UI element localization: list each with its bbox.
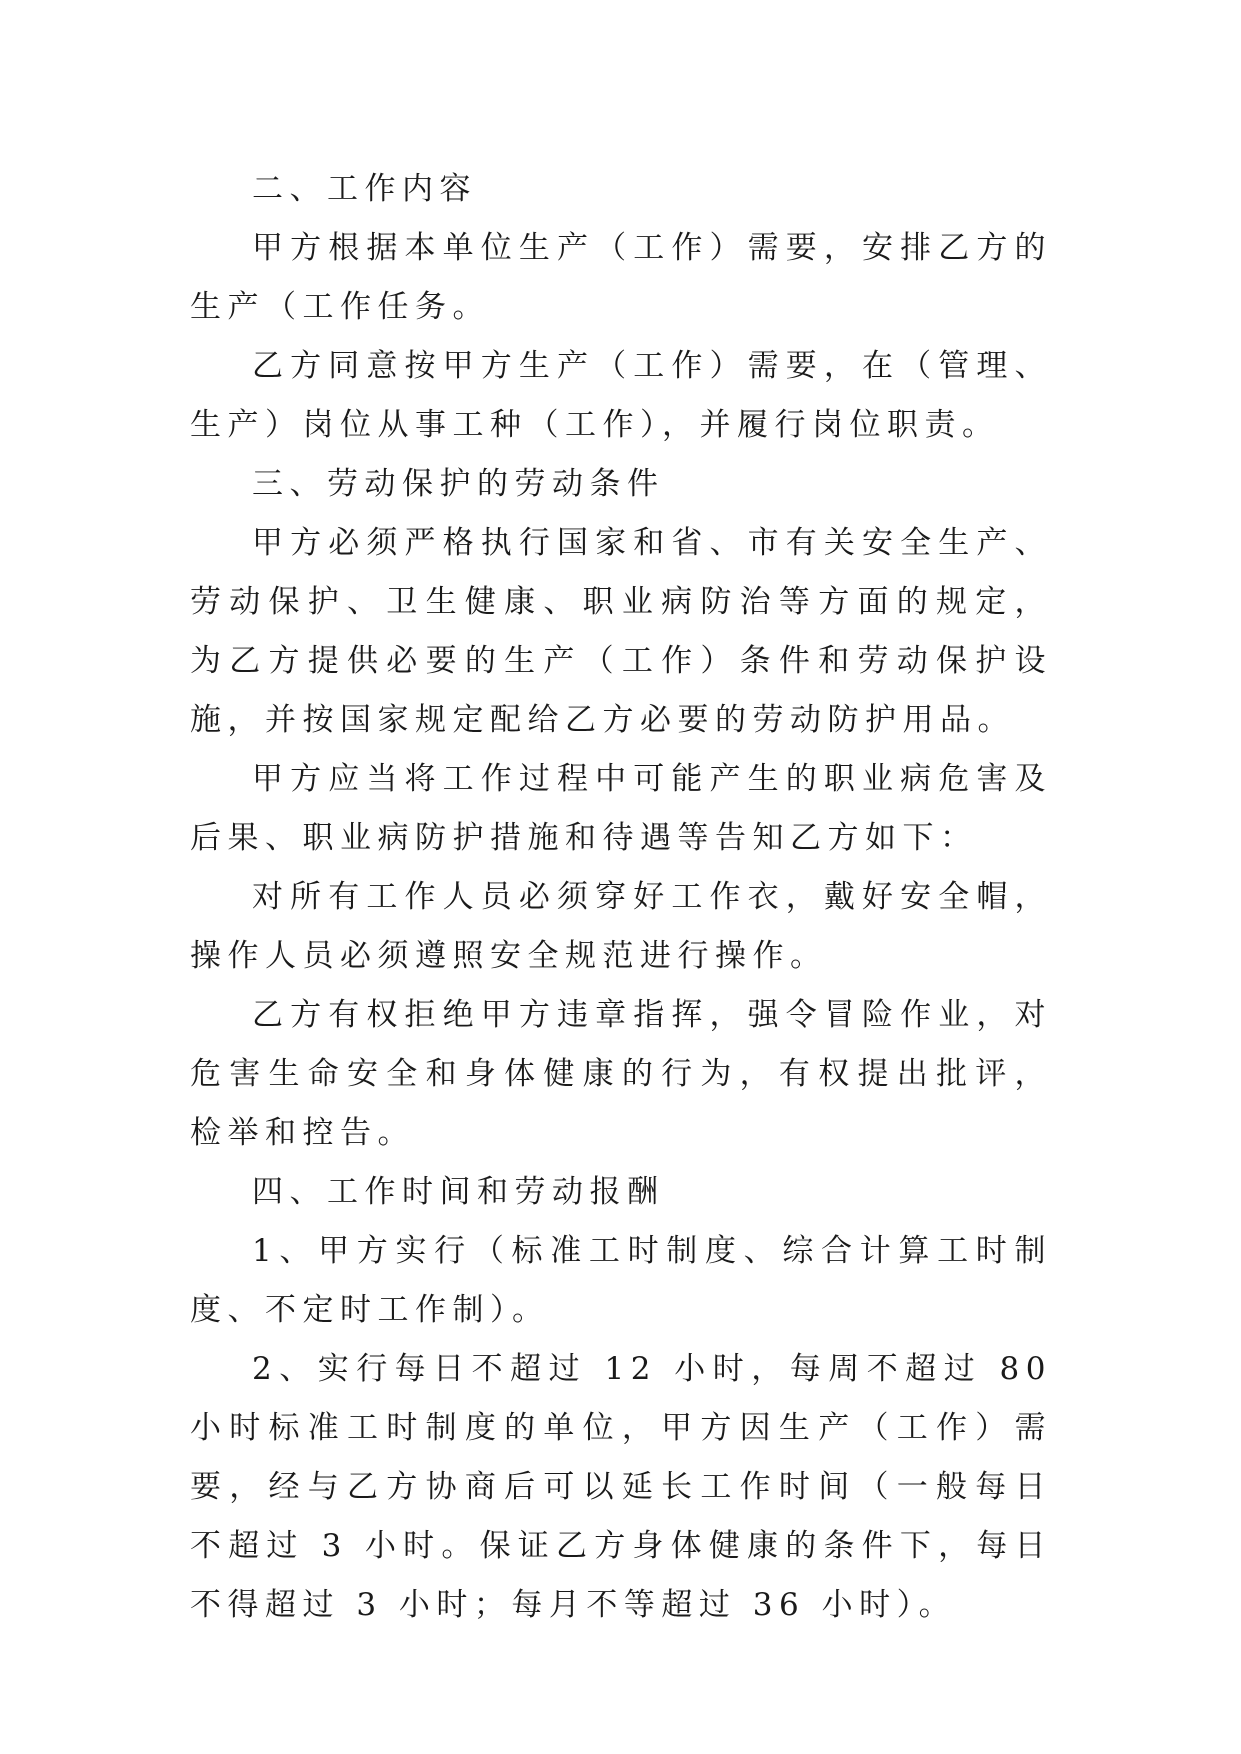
- paragraph: 对所有工作人员必须穿好工作衣，戴好安全帽，操作人员必须遵照安全规范进行操作。: [190, 879, 1052, 974]
- paragraph: 甲方根据本单位生产（工作）需要，安排乙方的生产（工作任务。: [190, 230, 1052, 325]
- paragraph: 甲方应当将工作过程中可能产生的职业病危害及后果、职业病防护措施和待遇等告知乙方如下：: [190, 761, 1052, 856]
- document-body: [190, 160, 1052, 1635]
- section-heading-work-content: 二、工作内容: [252, 171, 477, 207]
- paragraph: 1、甲方实行（标准工时制度、综合计算工时制度、不定时工作制）。: [190, 1233, 1052, 1328]
- section-heading-labor-protection: 三、劳动保护的劳动条件: [252, 466, 665, 502]
- section-heading-working-hours: 四、工作时间和劳动报酬: [252, 1174, 665, 1210]
- paragraph: 2、实行每日不超过 12 小时，每周不超过 80 小时标准工时制度的单位，甲方因生产（工作）需要，经与乙方协商后可以延长工作时间（一般每日不超过 3 小时。保证乙方身体健康的条件下，每日不得超过 3 小时；每月不等超过 36 小时）。: [190, 1351, 1052, 1623]
- paragraph: 乙方有权拒绝甲方违章指挥，强令冒险作业，对危害生命安全和身体健康的行为，有权提出批评，检举和控告。: [190, 997, 1052, 1151]
- paragraph: 甲方必须严格执行国家和省、市有关安全生产、劳动保护、卫生健康、职业病防治等方面的规定，为乙方提供必要的生产（工作）条件和劳动保护设施，并按国家规定配给乙方必要的劳动防护用品。: [190, 525, 1052, 738]
- paragraph: 乙方同意按甲方生产（工作）需要，在（管理、生产）岗位从事工种（工作），并履行岗位职责。: [190, 348, 1052, 443]
